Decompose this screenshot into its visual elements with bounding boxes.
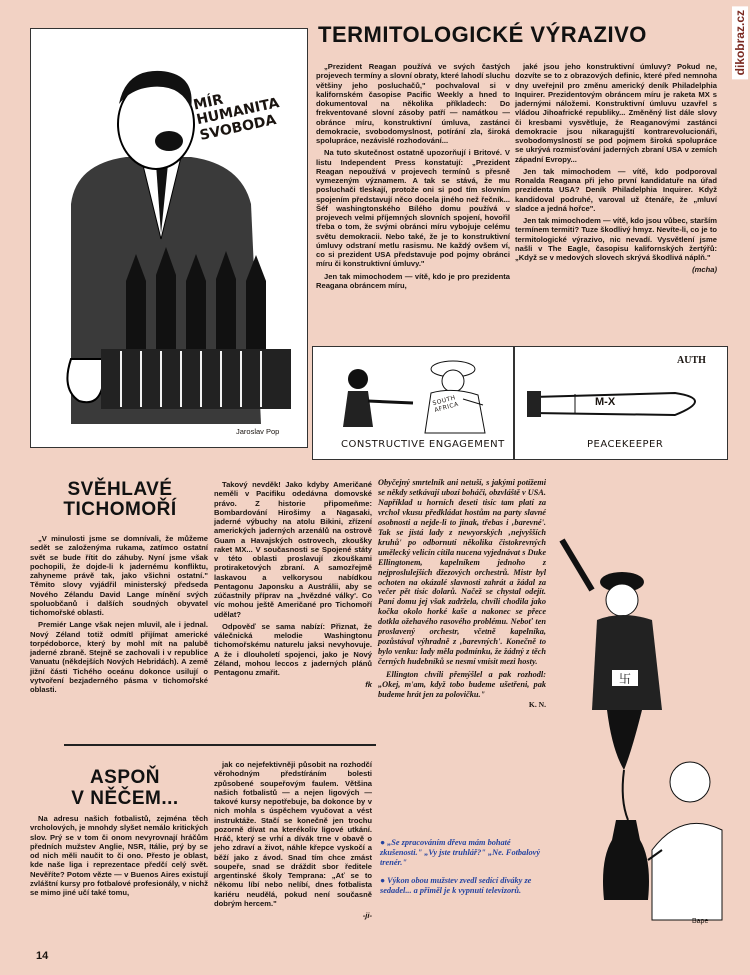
article3-signature: K. N. [528,699,546,709]
article1-col1 [316,62,510,293]
article3-paragraph: Obyčejný smrtelník ani netuší, s jakými potížemi se někdy setkávají ubozí boháči, obzvláště v USA. Například u horních deseti tisíc tam platí za vrchol vkusu předkládat hostům na party slavné osobnosti a nejde-li to jinak, třebas i ‚barevné'. Tak se jistá lady z newyorských ‚nejvyšších kruhů' po odbornutí několika čistokrevných umělecký velicín cítila nucena vyjednávat s Duke Ellingtonem, kapelníkem jednoho z nejproslulejších džezových orchestrů. Mistr byl ochoten na okázalé slavnosti zahrát a žádal za večer pět tisíc dolarů. Načež se chystal odejít. Paní domu jej však zadržela, chvíli chodila jako kočka okolo horké kaše a nakonec se přece dotkla ožehavého rasového problému. Neboť ten proslavený orchestr, včetně kapelníka, pozůstával výhradně z ‚barevných'. Konečně to bylo venku: lady měla podmínku, že žádný z těch černých hudebníků se nesmí vmísit mezi hosty. [378,478,547,667]
joke-text: Výkon obou mužstev zvedl sedící diváky ze sedadel... a přiměl je k vypnutí televizorů. [380,875,532,895]
joke-item [380,876,546,896]
article1-paragraph: „Prezident Reagan používá ve svých častých projevech termíny a slovní obraty, které lahodí sluchu většiny jeho posluchačů," pochvaloval si v kalifornském časopise Pacific Weekly a hned to dokumentoval na několika příkladech: Do frekventované slovní zásoby patří — namátkou — obránce míru, konstruktivní úmluva, zastánci demokracie, svobodomyslnost, potírání zla, široká spolupráce, nezávislé rozhodování... [316,62,510,145]
bullet-icon: ● [380,838,388,847]
article-title-termitologicke: TERMITOLOGICKÉ VÝRAZIVO [318,22,647,47]
article4-col1 [30,814,208,900]
article4-paragraph: jak co nejefektivněji působit na rozhodčí věrohodným předstíráním bolesti způsobené soupeřovým faulem. Většina našich fotbalistů — a nejen ligových — takové kursy nepotřebuje, ba dokonce by v nich mohla s úspěchem vyučovat a vést instruktáže. Stačí se konečně jen trochu pozorně dívat na kterékoliv ligové utkání. Hráč, který se vrhí a dívák trne v obavě o jeho zdraví a život, náhle křepce vyskočí a běží jako z ávod. Snad tím chce zmást soupeře, snad se dráždit sbor ředitele argentinské školy Temprana: „Ať se to někomu líbí nebo nelíbí, dnes fotbalista kariéru neudělá, pokud není současně dobrým hercem." [214,760,372,908]
article2-paragraph: „V minulosti jsme se domnívali, že můžeme sedět se založenýma rukama, zatímco ostatní svět se bude řítit do záhuby. Nyní jsme však pochopili, že dojde-li k jadernému konfliktu, zahyneme právě tak, jako všichni ostatní." Těmito slovy vyjádřil ministerský předseda Nového Zélandu David Lange mínění svých spoluobčanů i dalších soudných obyvatel tichomořské oblasti. [30,534,208,617]
svg-text:卐: 卐 [618,672,632,686]
jokes-box [380,838,546,896]
article2-signature: fk [365,680,372,690]
article1-paragraph: Jen tak mimochodem — vítě, kdo podporoval Ronalda Reagana při jeho první kandidatuře na úřad prezidenta USA? Deník Philadelphia Inquirer. Když kandidoval podruhé, varoval už čtenáře, že „mluví sladce a jedná hořce". [515,166,717,213]
article1-paragraph: Jen tak mimochodem — vítě, kdo jsou vůbec, starším termínem termiti? Tuze škodlivý hmyz. Nevíte-li, co je to termitologické výrazivo, nic nevadí. Vysvětlení jsme našli v The Eagle, časopisu kalifornských žertýřů: „Když se v medových slovech skrývá škodlivá náplň." [515,216,717,262]
cartoon-peacekeeper [514,346,728,460]
cartoon-reagan [30,28,308,448]
article4-col2 [214,760,372,920]
article4-title-line1: ASPOŇ [89,767,161,788]
divider-line [64,744,376,746]
speech-words: MÍR HUMANITA SVOBODA [191,91,281,144]
cartoon2-artist: Bape [692,918,709,925]
article4-paragraph: Na adresu našich fotbalistů, zejména těch vrcholových, je mnohdy slyšet nemálo kritických slov. Prý se v tom či onom nevyrovnají hráčům předních mužstev Anglie, NSR, Itálie, prý by se od nich měli naučit to či ono. Přesto je oblast, kde naše liga i reprezentace předčí celý svět. Nevěříte? Potom vězte — v Buenos Aires existují zvláštní kursy pro fotbalové profesionály, v nichž se mimo jiné učí také tomu, [30,814,208,897]
article2-paragraph: Premiér Lange však nejen mluvil, ale i jednal. Nový Zéland totiž odmítl přijímat americké torpédoborce, který by mohl mít na palubě jaderné zbraně. Stejně se zachovali i v republice Vanuatu (někdejších Nových Hebridách). A země jižní části Tichého oceánu dokonce usilují o vytvoření bezjaderného pásma v tichomořské oblasti. [30,620,208,694]
panel-caption-constructive: CONSTRUCTIVE ENGAGEMENT [341,439,505,450]
article3-text [378,478,546,709]
cartoon-constructive-engagement [312,346,514,460]
article4-title-line2: V NĚČEM... [71,787,179,809]
article1-paragraph: Na tuto skutečnost ostatně upozorňují i Britové. V listu Independent Press konstatují: „Prezident Reagan nepoužívá v projevech termínů s přesně vymezeným významem. A tak se stává, že mu posluchači tleskají, protože oni si pod tím slovním spojením představují něco docela jiného než řečník... Šéf washingtonského Bílého domu používá v projevech velmi příjemných slovních spojení, hovořil třeba o tom, že svými obránci míru vybojuje celému světu demokracii. Nebo také, že je to konstruktivní úmluvy odstraní metlu rasismu. Ne každý ovšem ví, co si prezident USA představuje pod pojmy obránci míru či konstruktivní úmluvy." [316,148,510,269]
article4-signature: -ji- [362,911,372,920]
article4-title [40,768,210,810]
article2-col2 [214,480,372,690]
joke-item [380,838,546,868]
panel-tag-south-africa: SOUTH AFRICA [431,394,460,414]
article2-title-line1: SVĚHLAVÉ [67,479,173,500]
page-number: 14 [36,950,49,962]
article1-paragraph: jaké jsou jeho konstruktivní úmluvy? Pokud ne, dozvíte se to z obrazových definic, které před nemnoha dny uveřejnil pro změnu americký deník Philadelphia Inquirer. Prezidentovým obráncem míru je raketa MX s jadernými náložemi. Konstruktivní úmluvu uzavřel s vládou Jihoafrické republiky... Změněný list dále slovy či kresbami vysvětluje, že Reaganovými zastánci demokracie jsou nikaragujští kontrarevolucionáři, svobodomyslností se pod pojmem široká spolupráce se ukrývá rozmisťování jaderných zbraní USA v zemích západní Evropy... [515,62,717,164]
bottle-drawing [552,520,728,930]
article2-col1 [30,534,208,697]
article1-paragraph: Jen tak mimochodem — vítě, kdo je pro prezidenta Reagana obráncem míru, [316,271,510,290]
joke-text: „Se zpracováním dřeva mám bohaté zkušenosti." „Vy jste truhlář?" „Ne. Fotbalový trenér." [380,838,541,867]
cartoon-bottle [552,520,728,930]
artist-mark: AUTH [677,355,706,366]
article2-title [30,480,210,520]
cartoon-artist: Jaroslav Pop [236,427,280,436]
bullet-icon: ● [380,875,388,885]
article2-paragraph: Odpověď se sama nabízí: Přiznat, že válečnická melodie Washingtonu tichomořskému naturelu jaksi nevyhovuje. A že i dlouholetí spojenci, jako je Nový Zéland, mohou leccos z jaderných plánů Pentagonu zmařit. [214,621,372,677]
article1-signature: (mcha) [692,265,717,275]
site-watermark: dikobraz.cz [732,6,748,79]
missile-label: M-X [595,396,616,408]
article1-col2 [515,62,717,275]
article3-paragraph: Ellington chvíli přemýšlel a pak rozhodl: „Okej, m'am, když tobo budeme ušetřeni, pak budeme hrát jen za polovičku." [378,670,546,700]
article2-title-line2: TICHOMOŘÍ [63,498,177,520]
article2-paragraph: Takový nevděk! Jako kdyby Američané neměli v Pacifiku odedávna domovské právo. Z historie připomeňme: Bombardování Hirošimy a Nagasaki, jaderné výbuchy na atolu Bikini, zřízení amerických jaderných arzenálů na ostrově Guam a Havajských ostrovech, zkoušky raket MX... V současnosti se Spojené státy v této oblasti proslavují zkouškami protiraketových zbraní. A samozřejmě laskavou a velkorysou nabídkou Pentagonu Japonsku a Austrálii, aby se zúčastnily příprav na „hvězdné války'. Co víc mohou ještě Američané pro Tichomoří udělat? [214,480,372,619]
panel-caption-peacekeeper: PEACEKEEPER [587,439,664,450]
